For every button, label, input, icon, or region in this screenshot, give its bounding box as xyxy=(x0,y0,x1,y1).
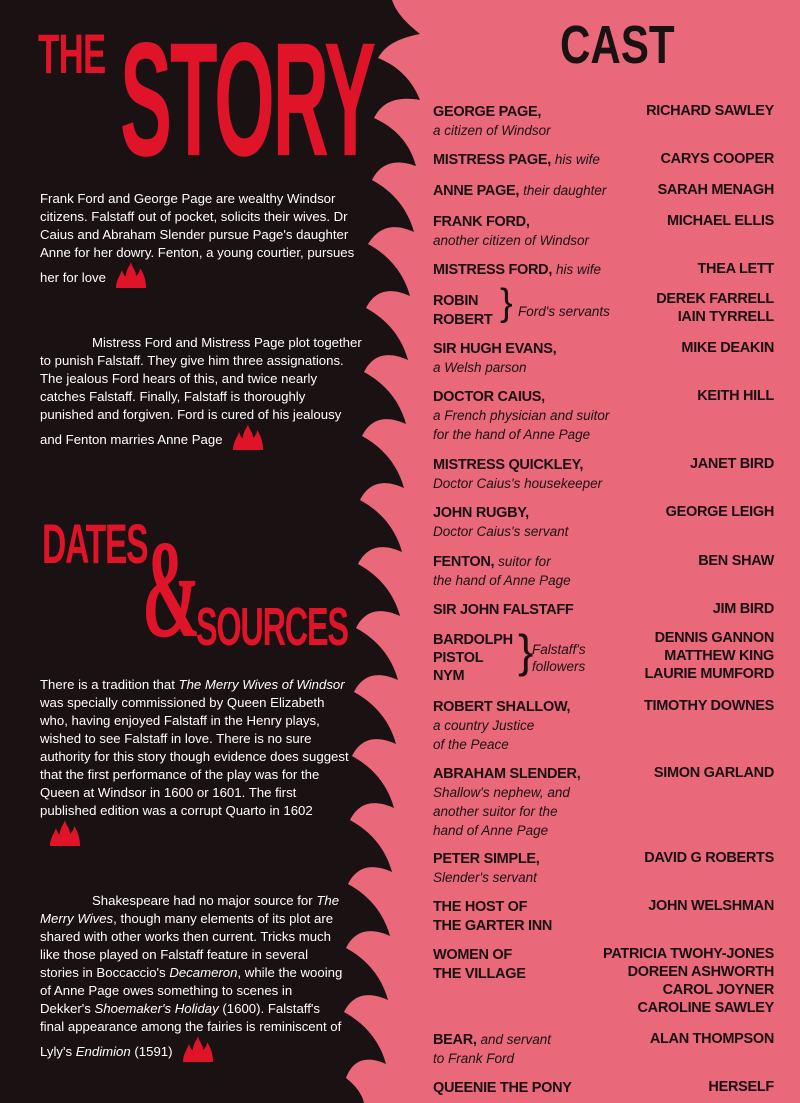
cast-role xyxy=(433,339,556,377)
role-description: Shallow's nephew, and xyxy=(433,785,570,800)
cast-actor: CAROL JOYNER xyxy=(662,982,774,998)
role-name: MISTRESS QUICKLEY, xyxy=(433,457,584,473)
role-description: his wife xyxy=(554,152,600,167)
role-description-text: Ford's servants xyxy=(518,304,610,319)
role-name: MISTRESS FORD, xyxy=(433,262,553,278)
role-name: QUEENIE THE PONY xyxy=(433,1080,572,1096)
role-description: another citizen of Windsor xyxy=(433,233,589,248)
role-description: the hand of Anne Page xyxy=(433,573,571,588)
role-description: for the hand of Anne Page xyxy=(433,427,591,442)
role-description: a citizen of Windsor xyxy=(433,123,551,138)
cast-actor: LAURIE MUMFORD xyxy=(644,666,774,682)
dates-p2-title-4: Endimion xyxy=(75,1044,131,1059)
flame-icon xyxy=(181,1036,215,1062)
dates-p1-text-b: was specially commissioned by Queen Elizabeth who, having enjoyed Falstaff in the Henry plays, wished to see Falstaff in love. There is no sure authority for this story though evidence does suggest that the first performance of the play was for the Queen at Windsor in 1600 or 1601. The first published edition was a corrupt Quarto in 1602 xyxy=(40,695,349,818)
cast-actor: MICHAEL ELLIS xyxy=(666,213,774,229)
cast-actor: CAROLINE SAWLEY xyxy=(637,1000,774,1016)
role-name: WOMEN OF xyxy=(433,947,512,963)
cast-role xyxy=(433,764,580,840)
role-name: DOCTOR CAIUS, xyxy=(433,389,545,405)
heading-story: STORY xyxy=(120,8,374,190)
cast-role xyxy=(433,212,589,250)
role-description: to Frank Ford xyxy=(433,1051,515,1066)
dates-p2-title-2: Decameron xyxy=(169,965,238,980)
dates-p2-text-e: (1591) xyxy=(130,1044,173,1059)
cast-actor: JANET BIRD xyxy=(689,456,774,472)
role-name: FRANK FORD, xyxy=(433,214,530,230)
cast-role xyxy=(433,897,552,935)
story-paragraph-1-text: Frank Ford and George Page are wealthy Windsor citizens. Falstaff out of pocket, solicits their wives. Dr Caius and Abraham Slender pursue Page's daughter Anne for her dowry. Fenton, a young courtier, pursues her for love xyxy=(40,191,355,285)
flame-icon xyxy=(48,820,82,846)
cast-role xyxy=(433,945,526,983)
role-description: his wife xyxy=(555,262,601,277)
heading-the: THE xyxy=(38,22,106,85)
cast-actor: JIM BIRD xyxy=(712,601,774,617)
role-name: SIR HUGH EVANS, xyxy=(433,341,557,357)
cast-actor: ALAN THOMPSON xyxy=(649,1031,774,1047)
cast-role xyxy=(433,697,570,754)
role-description: a French physician and suitor xyxy=(433,408,610,423)
heading-dates: DATES xyxy=(42,512,148,575)
cast-actor: HERSELF xyxy=(708,1079,774,1095)
dates-p2-text-a: Shakespeare had no major source for xyxy=(92,893,317,908)
heading-ampersand: & xyxy=(142,512,200,667)
role-description: Doctor Caius's housekeeper xyxy=(433,476,603,491)
role-description: a Welsh parson xyxy=(433,360,527,375)
role-description: Doctor Caius's servant xyxy=(433,524,569,539)
role-name: THE HOST OF xyxy=(433,899,528,915)
role-name: THE GARTER INN xyxy=(433,918,553,934)
role-name: FENTON, xyxy=(433,554,495,570)
cast-actor: SARAH MENAGH xyxy=(657,182,774,198)
cast-actor: JOHN WELSHMAN xyxy=(648,898,774,914)
role-name: THE VILLAGE xyxy=(433,966,526,982)
role-description: Slender's servant xyxy=(433,870,537,885)
role-name: ABRAHAM SLENDER, xyxy=(433,766,581,782)
cast-actor: MATTHEW KING xyxy=(664,648,774,664)
role-name: ROBERT xyxy=(433,312,493,328)
role-name: ROBIN xyxy=(433,293,479,309)
role-description: their daughter xyxy=(523,183,607,198)
flame-icon xyxy=(231,424,265,450)
cast-actor: DEREK FARRELL xyxy=(656,291,774,307)
cast-role xyxy=(433,260,601,279)
cast-actor: IAIN TYRRELL xyxy=(677,309,774,325)
cast-role xyxy=(433,1030,551,1068)
cast-role xyxy=(433,102,551,140)
cast-actor: BEN SHAW xyxy=(698,553,774,569)
dates-p2-text-d: (1600). Falstaff's final appearance among the fairies is reminiscent of Lyly's xyxy=(40,1001,342,1059)
role-description xyxy=(518,302,610,321)
cast-role xyxy=(433,552,571,590)
role-name: PISTOL xyxy=(433,650,484,666)
story-paragraph-2 xyxy=(40,334,362,450)
cast-role xyxy=(433,291,492,329)
cast-actor: CARYS COOPER xyxy=(660,151,774,167)
dates-p1-text-a: There is a tradition that xyxy=(40,677,179,692)
role-name: BARDOLPH xyxy=(433,632,513,648)
cast-role xyxy=(433,1078,572,1097)
brace: } xyxy=(518,625,534,677)
role-name: SIR JOHN FALSTAFF xyxy=(433,602,574,618)
cast-role xyxy=(433,600,573,619)
cast-actor: MIKE DEAKIN xyxy=(681,340,774,356)
role-description: a country Justice xyxy=(433,718,535,733)
dates-paragraph-2 xyxy=(40,892,346,1062)
role-name: NYM xyxy=(433,668,465,684)
role-description: of the Peace xyxy=(433,737,509,752)
dates-paragraph-1 xyxy=(40,676,352,846)
role-name: ANNE PAGE, xyxy=(433,183,520,199)
flame-icon xyxy=(114,262,148,288)
cast-role xyxy=(433,387,609,444)
role-description: suitor for xyxy=(498,554,551,569)
dates-p1-title: The Merry Wives of Windsor xyxy=(178,677,345,692)
cast-actor: RICHARD SAWLEY xyxy=(646,103,774,119)
role-name: JOHN RUGBY, xyxy=(433,505,529,521)
cast-role xyxy=(433,455,602,493)
cast-actor: DOREEN ASHWORTH xyxy=(627,964,774,980)
dates-p2-title-3: Shoemaker's Holiday xyxy=(94,1001,219,1016)
cast-actor: SIMON GARLAND xyxy=(653,765,774,781)
cast-actor: PATRICIA TWOHY-JONES xyxy=(603,946,774,962)
story-paragraph-2-text: Mistress Ford and Mistress Page plot together to punish Falstaff. They give him three assignations. The jealous Ford hears of this, and twice nearly catches Falstaff. Finally, Falstaff is thoroughly punished and forgiven. Ford is cured of his jealousy and Fenton marries Anne Page xyxy=(40,335,362,447)
cast-role xyxy=(433,631,513,685)
dates-p2-title-1: The Merry Wives xyxy=(40,893,340,926)
cast-role xyxy=(433,181,606,200)
story-paragraph-1 xyxy=(40,190,360,288)
role-description xyxy=(532,641,586,675)
cast-actor: DENNIS GANNON xyxy=(654,630,774,646)
cast-role xyxy=(433,150,600,169)
heading-sources: SOURCES xyxy=(196,597,348,657)
cast-actor: THEA LETT xyxy=(697,261,774,277)
role-name: PETER SIMPLE, xyxy=(433,851,540,867)
cast-role xyxy=(433,849,539,887)
cast-actor: GEORGE LEIGH xyxy=(665,504,774,520)
cast-title: CAST xyxy=(560,15,675,75)
cast-role xyxy=(433,503,568,541)
dates-p2-text-c: , while the wooing of Anne Page owes something to scenes in Dekker's xyxy=(40,965,343,1016)
role-description: another suitor for the xyxy=(433,804,558,819)
dates-p2-text-b: , though many elements of its plot are shared with other works then current. Tricks much like those played on Falstaff feature in several stories in Boccaccio's xyxy=(40,911,334,980)
cast-actor: TIMOTHY DOWNES xyxy=(643,698,774,714)
cast-actor: KEITH HILL xyxy=(697,388,774,404)
role-name: MISTRESS PAGE, xyxy=(433,152,551,168)
role-description-text: Falstaff's xyxy=(532,642,586,657)
role-name: ROBERT SHALLOW, xyxy=(433,699,571,715)
role-description-text: followers xyxy=(532,659,586,674)
brace: } xyxy=(500,282,513,324)
cast-actor: DAVID G ROBERTS xyxy=(644,850,774,866)
role-name: GEORGE PAGE, xyxy=(433,104,542,120)
role-description: hand of Anne Page xyxy=(433,823,549,838)
role-name: BEAR, xyxy=(433,1032,477,1048)
role-description: and servant xyxy=(480,1032,552,1047)
